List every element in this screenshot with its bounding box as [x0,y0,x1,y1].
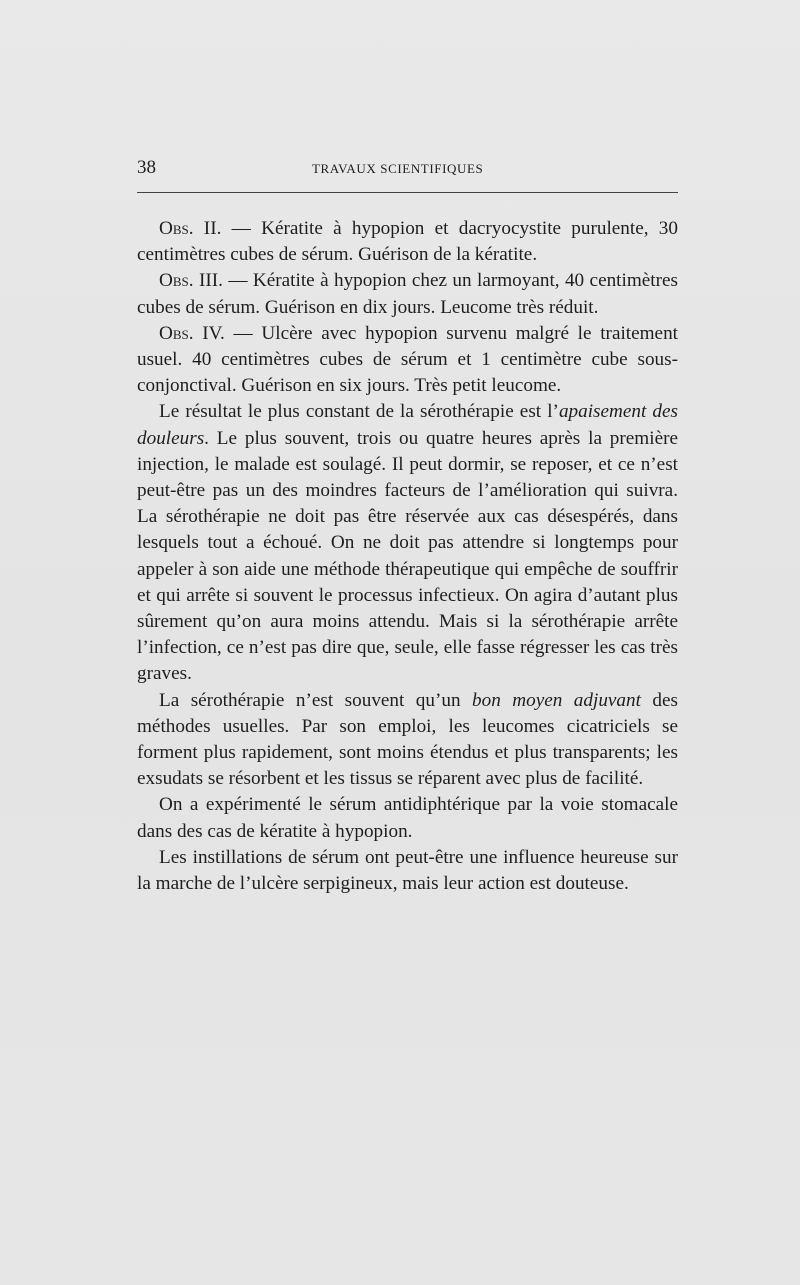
obs-label: Obs. II. [159,218,222,239]
emphasis-text: apaisement des douleurs [137,401,678,449]
body-text [137,216,678,897]
paragraph-text: — Kératite à hypopion et dacryocystite purulente, 30 centimètres cubes de sérum. Guérison de la kératite. [137,218,678,266]
paragraph-text: Le résultat le plus constant de la sérothérapie est l’ [159,401,559,423]
paragraph-text: La sérothérapie n’est souvent qu’un [159,689,473,711]
paragraph-obs-2 [137,216,678,268]
paragraph-text: des méthodes usuelles. Par son emploi, les leucomes cicatriciels se forment plus rapidement, sont moins étendus et plus transparents; les exsudats se résorbent et les tissus se réparent avec plus de facilité. [137,689,678,790]
paragraph-antidiphtheric [137,792,678,844]
page-header [137,156,677,182]
paragraph-obs-4 [137,321,678,400]
running-title: TRAVAUX SCIENTIFIQUES [312,161,484,176]
paragraph-text: On a expérimenté le sérum antidiphtérique par la voie stomacale dans des cas de kératite à hypopion. [137,794,678,842]
header-rule [137,192,678,193]
page-number: 38 [137,157,156,178]
paragraph-text: — Kératite à hypopion chez un larmoyant, 40 centimètres cubes de sérum. Guérison en dix jours. Leucome très réduit. [137,270,678,318]
paragraph-text: — Ulcère avec hypopion survenu malgré le traitement usuel. 40 centimètres cubes de sérum et 1 centimètre cube sous-conjonctival. Guérison en six jours. Très petit leucome. [137,322,679,397]
obs-label: Obs. IV. [159,322,225,344]
emphasis-text: bon moyen adjuvant [472,689,641,711]
paragraph-instillations [137,845,678,897]
paragraph-obs-3 [137,268,678,320]
paragraph-text: . Le plus souvent, trois ou quatre heures après la première injection, le malade est soulagé. Il peut dormir, se reposer, et ce n’est peut-être pas un des moindres facteurs de l’amélioration qui suivra. La sérothérapie ne doit pas être réservée aux cas désespérés, dans lesquels tout a échoué. On ne doit pas attendre si longtemps pour appeler à son aide une méthode thérapeutique qui empêche de souffrir et qui arrête si souvent le processus infectieux. On agira d’autant plus sûrement qu’on aura moins attendu. Mais si la sérothérapie arrête l’infection, ce n’est pas dire que, seule, elle fasse régresser les cas très graves. [137,427,678,685]
paragraph-result [137,399,678,687]
obs-label: Obs. III. [159,270,223,292]
paragraph-text: Les instillations de sérum ont peut-être une influence heureuse sur la marche de l’ulcère serpigineux, mais leur action est douteuse. [137,846,678,895]
paragraph-adjuvant [137,688,678,793]
